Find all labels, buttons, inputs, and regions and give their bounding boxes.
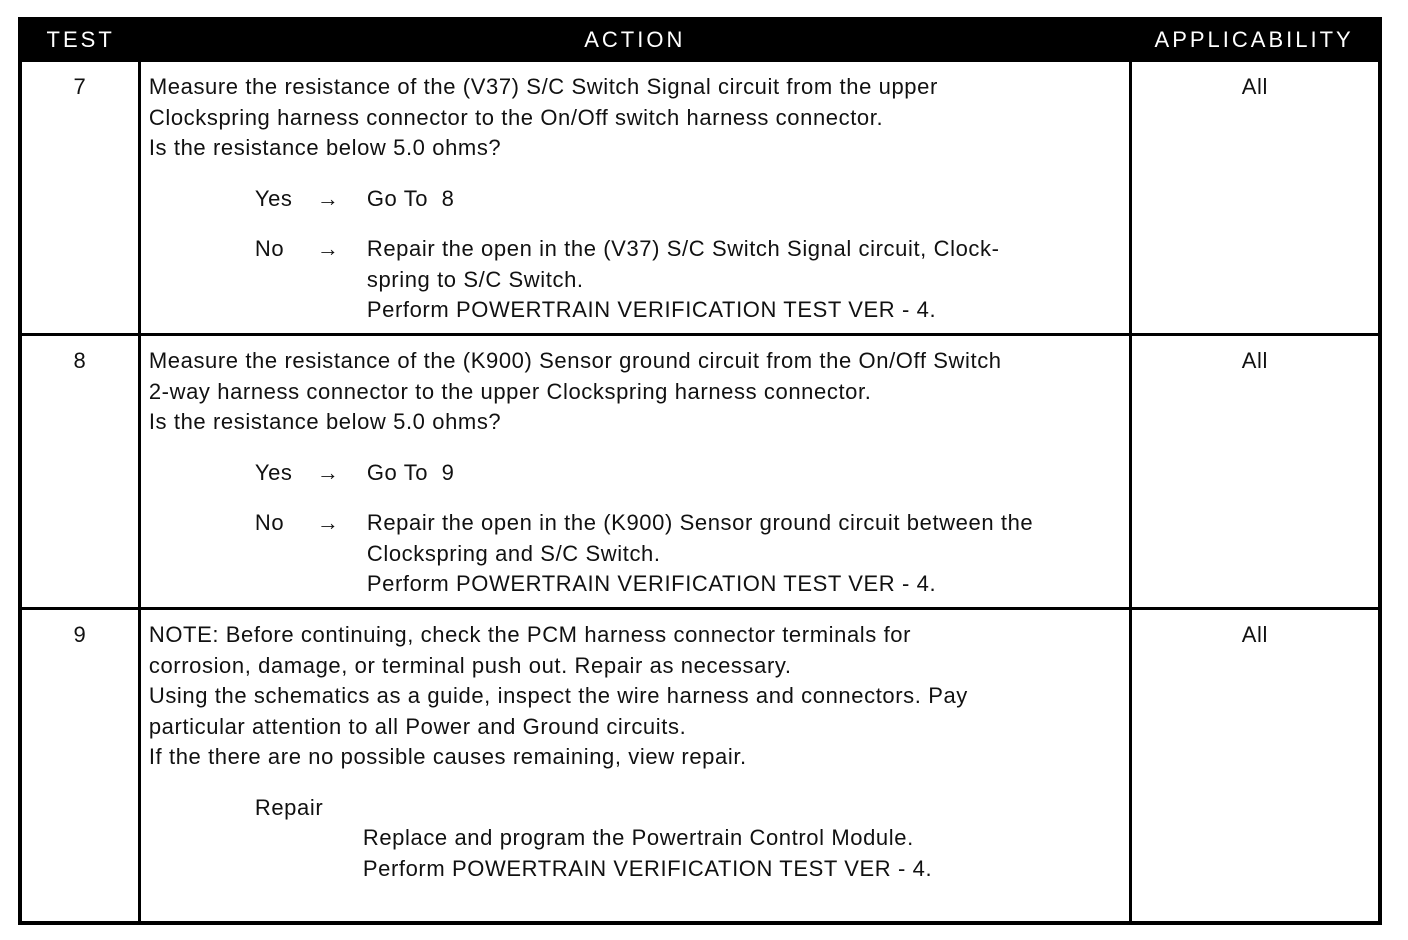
right-arrow-icon: → (316, 185, 340, 211)
no-label: No (254, 236, 285, 261)
repair-line: Perform POWERTRAIN VERIFICATION TEST VER - 4. (362, 855, 933, 881)
applicability-value: All (1130, 61, 1380, 335)
header-row (20, 19, 1380, 61)
no-option (255, 508, 1121, 600)
no-label: No (254, 510, 285, 535)
header-action: ACTION (139, 19, 1130, 61)
action-line: Measure the resistance of the (K900) Sensor ground circuit from the On/Off Switch (148, 348, 1002, 373)
header-test: TEST (20, 19, 139, 61)
applicability-value: All (1130, 335, 1380, 609)
no-line: Repair the open in the (K900) Sensor ground circuit between the (366, 510, 1034, 535)
yes-label: Yes (254, 459, 293, 485)
no-line: spring to S/C Switch. (366, 266, 584, 292)
test-number: 8 (20, 335, 139, 609)
right-arrow-icon: → (316, 510, 340, 535)
action-line: corrosion, damage, or terminal push out. Repair as necessary. (148, 652, 792, 678)
action-line: Using the schematics as a guide, inspect the wire harness and connectors. Pay (148, 683, 968, 708)
no-line: Perform POWERTRAIN VERIFICATION TEST VER - 4. (366, 297, 937, 322)
table-row-test-7 (20, 61, 1380, 335)
no-line: Clockspring and S/C Switch. (366, 540, 661, 566)
action-line: NOTE: Before continuing, check the PCM harness connector terminals for (148, 622, 912, 647)
action-cell (139, 609, 1130, 924)
repair-line: Replace and program the Powertrain Control Module. (362, 825, 914, 850)
test-number: 9 (20, 609, 139, 924)
header-applicability: APPLICABILITY (1130, 19, 1380, 61)
table-row-test-8 (20, 335, 1380, 609)
action-line: Is the resistance below 5.0 ohms? (148, 409, 502, 434)
action-line: Is the resistance below 5.0 ohms? (148, 135, 502, 160)
action-line: Measure the resistance of the (V37) S/C Switch Signal circuit from the upper (148, 74, 938, 99)
test-number: 7 (20, 61, 139, 335)
no-text (367, 508, 1121, 600)
yes-text: Go To 9 (366, 459, 455, 485)
yes-option (255, 184, 1121, 215)
no-line: Repair the open in the (V37) S/C Switch Signal circuit, Clock- (366, 236, 1000, 261)
table-row-test-9 (20, 609, 1380, 924)
action-line: If the there are no possible causes remaining, view repair. (148, 744, 747, 769)
action-cell (139, 335, 1130, 609)
no-line: Perform POWERTRAIN VERIFICATION TEST VER - 4. (366, 571, 937, 596)
diagnostic-table (18, 17, 1382, 925)
action-line: particular attention to all Power and Ground circuits. (148, 713, 687, 739)
action-cell (139, 61, 1130, 335)
yes-option (255, 458, 1121, 489)
action-line: 2-way harness connector to the upper Clockspring harness connector. (148, 378, 872, 404)
no-option (255, 234, 1121, 326)
applicability-value: All (1130, 609, 1380, 924)
right-arrow-icon: → (316, 236, 340, 261)
yes-text: Go To 8 (366, 185, 455, 211)
repair-label: Repair (254, 794, 324, 820)
no-text (367, 234, 1121, 326)
action-line: Clockspring harness connector to the On/Off switch harness connector. (148, 104, 884, 130)
repair-text (363, 823, 1121, 884)
yes-label: Yes (254, 185, 293, 211)
right-arrow-icon: → (316, 459, 340, 485)
